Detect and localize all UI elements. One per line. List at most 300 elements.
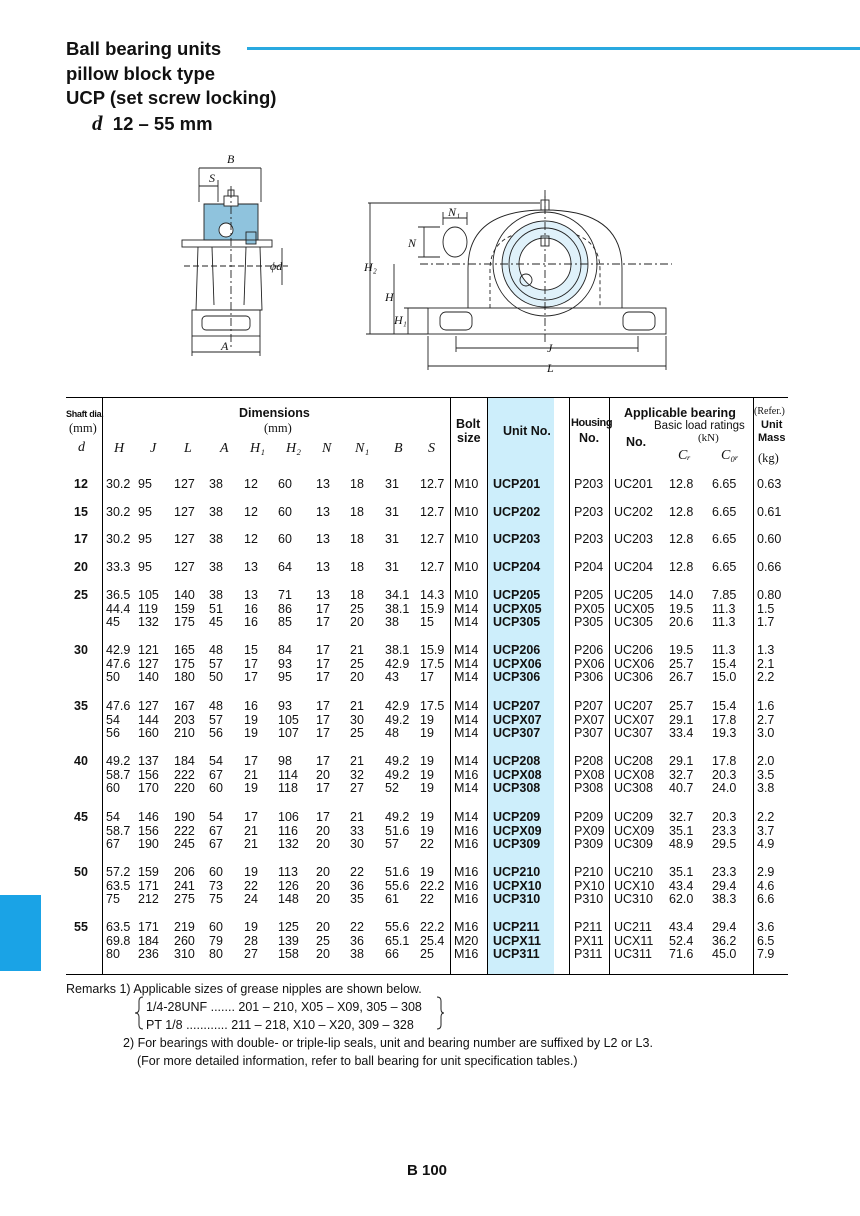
unit-cell: UCP310: [493, 892, 541, 906]
h-cell: 80: [106, 947, 120, 961]
h-cell: 58.7: [106, 823, 131, 838]
housing-cell: P210: [574, 865, 604, 879]
h-cell: 33.3: [106, 560, 131, 574]
h-cell: 44.4: [106, 601, 131, 616]
mass-cell: 0.60: [757, 532, 782, 546]
c0r-cell: 29.5: [712, 837, 737, 851]
hdr-mass: Mass: [758, 432, 786, 444]
cr-cell: 25.7: [669, 656, 694, 671]
h2-cell: 60: [278, 532, 292, 546]
b-cell: 31: [385, 477, 399, 491]
l-cell: 167: [174, 699, 195, 713]
l-cell: 180: [174, 670, 195, 684]
hdr-dimensions-mm: (mm): [264, 421, 292, 435]
a-cell: 60: [209, 920, 223, 934]
n-cell: 13: [316, 588, 330, 602]
j-cell: 156: [138, 767, 159, 782]
bolt-cell: M14: [454, 810, 479, 824]
bolt-cell: M16: [454, 767, 479, 782]
label-J: J: [547, 341, 553, 355]
l-cell: 175: [174, 615, 195, 629]
mass-cell: 1.3: [757, 643, 775, 657]
mass-cell: 2.0: [757, 754, 775, 768]
shaft-dia-cell: 40: [74, 754, 88, 768]
cr-cell: 35.1: [669, 823, 694, 838]
s-cell: 22: [420, 837, 434, 851]
cr-cell: 32.7: [669, 767, 694, 782]
a-cell: 51: [209, 601, 223, 616]
l-cell: 206: [174, 865, 195, 879]
housing-cell: P203: [574, 532, 604, 546]
no-cell: UC308: [614, 781, 653, 795]
housing-cell: PX08: [574, 767, 605, 782]
label-B: B: [227, 152, 235, 166]
label-d: ϕd: [270, 259, 283, 273]
no-cell: UC211: [614, 920, 652, 934]
label-H1: H₁: [394, 313, 407, 327]
h2-cell: 132: [278, 837, 299, 851]
h-cell: 54: [106, 712, 120, 727]
housing-cell: PX06: [574, 656, 605, 671]
no-cell: UC306: [614, 670, 653, 684]
bolt-cell: M10: [454, 505, 479, 519]
cr-cell: 20.6: [669, 615, 694, 629]
c0r-cell: 17.8: [712, 712, 737, 727]
h2-cell: 60: [278, 505, 292, 519]
c0r-cell: 20.3: [712, 810, 737, 824]
h2-cell: 84: [278, 643, 292, 657]
bolt-cell: M14: [454, 656, 479, 671]
s-cell: 17: [420, 670, 434, 684]
mass-cell: 3.6: [757, 920, 775, 934]
unit-cell: UCP306: [493, 670, 541, 684]
a-cell: 80: [209, 947, 223, 961]
cr-cell: 12.8: [669, 532, 694, 546]
c0r-cell: 17.8: [712, 754, 737, 768]
n-cell: 17: [316, 712, 330, 727]
sym-H: H: [114, 441, 125, 456]
n-cell: 17: [316, 699, 330, 713]
n-cell: 13: [316, 505, 330, 519]
b-cell: 51.6: [385, 865, 410, 879]
hdr-dimensions: Dimensions: [239, 406, 310, 420]
n-cell: 13: [316, 477, 330, 491]
h2-cell: 106: [278, 810, 299, 824]
h1-cell: 27: [244, 947, 258, 961]
bolt-cell: M14: [454, 615, 479, 629]
shaft-dia-cell: 55: [74, 920, 88, 934]
bolt-cell: M16: [454, 920, 479, 934]
h1-cell: 12: [244, 505, 258, 519]
a-cell: 38: [209, 588, 223, 602]
bolt-cell: M20: [454, 933, 479, 948]
page-number: B 100: [407, 1162, 448, 1179]
unit-cell: UCP205: [493, 588, 541, 602]
s-cell: 12.7: [420, 477, 445, 491]
n-cell: 20: [316, 947, 330, 961]
l-cell: 210: [174, 726, 195, 740]
mass-cell: 0.63: [757, 477, 782, 491]
label-L: L: [547, 361, 554, 375]
a-cell: 73: [209, 878, 223, 893]
h2-cell: 125: [278, 920, 299, 934]
h1-cell: 19: [244, 781, 258, 795]
b-cell: 34.1: [385, 588, 410, 602]
n1-cell: 21: [350, 699, 364, 713]
n-cell: 20: [316, 878, 330, 893]
unit-cell: UCPX10: [493, 878, 542, 893]
unit-cell: UCP208: [493, 754, 541, 768]
unit-cell: UCP308: [493, 781, 541, 795]
l-cell: 165: [174, 643, 195, 657]
no-cell: UCX09: [614, 823, 655, 838]
h-cell: 49.2: [106, 754, 131, 768]
mass-cell: 3.5: [757, 767, 775, 782]
s-cell: 15: [420, 615, 434, 629]
cr-cell: 40.7: [669, 781, 694, 795]
c0r-cell: 6.65: [712, 560, 737, 574]
h1-cell: 19: [244, 712, 258, 727]
unit-cell: UCPX06: [493, 656, 542, 671]
no-cell: UC201: [614, 477, 653, 491]
mass-cell: 6.5: [757, 933, 775, 948]
h-cell: 47.6: [106, 699, 131, 713]
a-cell: 57: [209, 656, 223, 671]
hdr-applicable-bearing: Applicable bearing: [624, 406, 736, 420]
unit-cell: UCP309: [493, 837, 541, 851]
n-cell: 17: [316, 615, 330, 629]
l-cell: 159: [174, 601, 195, 616]
h2-cell: 93: [278, 699, 292, 713]
h-cell: 63.5: [106, 920, 131, 934]
n-cell: 20: [316, 837, 330, 851]
hdr-kn: (kN): [698, 432, 719, 444]
sym-kg: (kg): [758, 451, 779, 465]
s-cell: 17.5: [420, 656, 445, 671]
c0r-cell: 7.85: [712, 588, 737, 602]
sym-L: L: [184, 441, 192, 456]
s-cell: 19: [420, 712, 434, 727]
remark-1: Remarks 1) Applicable sizes of grease nipples are shown below.: [66, 982, 422, 996]
housing-cell: P206: [574, 643, 604, 657]
sym-N1: N₁: [355, 441, 370, 456]
s-cell: 12.7: [420, 560, 445, 574]
h1-cell: 22: [244, 878, 258, 893]
h1-cell: 21: [244, 837, 258, 851]
h1-cell: 24: [244, 892, 258, 906]
h-cell: 67: [106, 837, 120, 851]
c0r-cell: 29.4: [712, 878, 737, 893]
l-cell: 310: [174, 947, 195, 961]
n1-cell: 33: [350, 823, 364, 838]
remark-nipple-2: PT 1/8 ............ 211 – 218, X10 – X20, 309 – 328: [146, 1018, 414, 1032]
cr-cell: 25.7: [669, 699, 694, 713]
h2-cell: 148: [278, 892, 299, 906]
no-cell: UC206: [614, 643, 653, 657]
label-S: S: [209, 171, 215, 185]
mass-cell: 2.7: [757, 712, 775, 727]
housing-cell: P208: [574, 754, 604, 768]
shaft-dia-cell: 45: [74, 810, 88, 824]
front-view-drawing: [366, 190, 672, 370]
j-cell: 127: [138, 656, 159, 671]
no-cell: UCX07: [614, 712, 655, 727]
b-cell: 66: [385, 947, 399, 961]
j-cell: 95: [138, 532, 152, 546]
cr-cell: 35.1: [669, 865, 694, 879]
cr-cell: 29.1: [669, 712, 694, 727]
cr-cell: 12.8: [669, 505, 694, 519]
n1-cell: 38: [350, 947, 364, 961]
bolt-cell: M14: [454, 601, 479, 616]
mass-cell: 1.5: [757, 601, 775, 616]
h-cell: 60: [106, 781, 120, 795]
s-cell: 19: [420, 726, 434, 740]
h2-cell: 71: [278, 588, 292, 602]
n1-cell: 30: [350, 712, 364, 727]
a-cell: 56: [209, 726, 223, 740]
no-cell: UC209: [614, 810, 653, 824]
cr-cell: 33.4: [669, 726, 694, 740]
n-cell: 17: [316, 754, 330, 768]
h-cell: 56: [106, 726, 120, 740]
no-cell: UC307: [614, 726, 653, 740]
cr-cell: 19.5: [669, 601, 694, 616]
c0r-cell: 45.0: [712, 947, 737, 961]
c0r-cell: 11.3: [712, 601, 736, 616]
n-cell: 17: [316, 643, 330, 657]
mass-cell: 2.2: [757, 670, 775, 684]
n-cell: 20: [316, 892, 330, 906]
sym-J: J: [150, 441, 157, 456]
sym-d: d: [78, 440, 85, 455]
unit-cell: UCP211: [493, 920, 540, 934]
n1-cell: 25: [350, 656, 364, 671]
j-cell: 236: [138, 947, 159, 961]
s-cell: 12.7: [420, 505, 445, 519]
hdr-shaft-dia: Shaft dia.: [66, 409, 104, 419]
a-cell: 60: [209, 865, 223, 879]
hdr-unit-no: Unit No.: [503, 424, 551, 438]
unit-cell: UCP207: [493, 699, 541, 713]
n-cell: 20: [316, 767, 330, 782]
shaft-dia-cell: 25: [74, 588, 88, 602]
h1-cell: 12: [244, 532, 258, 546]
b-cell: 51.6: [385, 823, 410, 838]
housing-cell: PX05: [574, 601, 605, 616]
c0r-cell: 6.65: [712, 532, 737, 546]
title-line-1: Ball bearing units: [66, 38, 222, 59]
cr-cell: 48.9: [669, 837, 694, 851]
section-tab: [0, 895, 41, 971]
s-cell: 19: [420, 781, 434, 795]
mass-cell: 0.66: [757, 560, 782, 574]
mass-cell: 2.2: [757, 810, 775, 824]
mass-cell: 1.6: [757, 699, 775, 713]
b-cell: 55.6: [385, 920, 410, 934]
h1-cell: 17: [244, 754, 258, 768]
j-cell: 95: [138, 560, 152, 574]
b-cell: 61: [385, 892, 399, 906]
unit-cell: UCPX11: [493, 933, 541, 948]
h2-cell: 126: [278, 878, 299, 893]
no-cell: UC309: [614, 837, 653, 851]
no-cell: UC204: [614, 560, 653, 574]
no-cell: UC203: [614, 532, 653, 546]
bolt-cell: M14: [454, 643, 479, 657]
n1-cell: 35: [350, 892, 364, 906]
h2-cell: 93: [278, 656, 292, 671]
n1-cell: 25: [350, 726, 364, 740]
j-cell: 159: [138, 865, 159, 879]
n-cell: 17: [316, 781, 330, 795]
b-cell: 52: [385, 781, 399, 795]
l-cell: 127: [174, 477, 195, 491]
c0r-cell: 19.3: [712, 726, 737, 740]
s-cell: 19: [420, 754, 434, 768]
h2-cell: 107: [278, 726, 299, 740]
no-cell: UC205: [614, 588, 653, 602]
h1-cell: 21: [244, 823, 258, 838]
cr-cell: 29.1: [669, 754, 694, 768]
l-cell: 140: [174, 588, 195, 602]
n1-cell: 25: [350, 601, 364, 616]
housing-cell: P307: [574, 726, 604, 740]
h2-cell: 105: [278, 712, 299, 727]
bolt-cell: M10: [454, 588, 479, 602]
j-cell: 156: [138, 823, 159, 838]
l-cell: 241: [174, 878, 195, 893]
n1-cell: 30: [350, 837, 364, 851]
shaft-dia-cell: 15: [74, 505, 88, 519]
d-symbol: d: [92, 110, 103, 135]
h2-cell: 64: [278, 560, 292, 574]
remark-bracket: [133, 996, 445, 1030]
h1-cell: 28: [244, 933, 258, 948]
h-cell: 69.8: [106, 933, 131, 948]
no-cell: UC311: [614, 947, 652, 961]
c0r-cell: 23.3: [712, 865, 737, 879]
a-cell: 38: [209, 532, 223, 546]
l-cell: 127: [174, 505, 195, 519]
h2-cell: 60: [278, 477, 292, 491]
unit-cell: UCPX07: [493, 712, 542, 727]
j-cell: 212: [138, 892, 159, 906]
h-cell: 47.6: [106, 656, 131, 671]
mass-cell: 1.7: [757, 615, 775, 629]
n1-cell: 32: [350, 767, 364, 782]
c0r-cell: 29.4: [712, 920, 737, 934]
cr-cell: 26.7: [669, 670, 694, 684]
unit-cell: UCPX08: [493, 767, 542, 782]
h2-cell: 85: [278, 615, 292, 629]
b-cell: 49.2: [385, 754, 410, 768]
housing-cell: PX09: [574, 823, 605, 838]
unit-cell: UCP305: [493, 615, 541, 629]
b-cell: 38: [385, 615, 399, 629]
remark-2-note: (For more detailed information, refer to ball bearing for unit specification tables.): [137, 1054, 578, 1068]
n1-cell: 20: [350, 615, 364, 629]
mass-cell: 7.9: [757, 947, 775, 961]
unit-cell: UCP202: [493, 505, 541, 519]
s-cell: 22.2: [420, 878, 445, 893]
h2-cell: 118: [278, 781, 298, 795]
l-cell: 127: [174, 532, 195, 546]
c0r-cell: 24.0: [712, 781, 737, 795]
bolt-cell: M14: [454, 670, 479, 684]
b-cell: 49.2: [385, 810, 410, 824]
b-cell: 31: [385, 505, 399, 519]
bolt-cell: M16: [454, 892, 479, 906]
mass-cell: 0.61: [757, 505, 782, 519]
n1-cell: 22: [350, 920, 364, 934]
bolt-cell: M14: [454, 712, 479, 727]
n1-cell: 27: [350, 781, 364, 795]
j-cell: 140: [138, 670, 159, 684]
s-cell: 12.7: [420, 532, 445, 546]
b-cell: 49.2: [385, 767, 410, 782]
n1-cell: 20: [350, 670, 364, 684]
label-H: H: [385, 290, 394, 304]
a-cell: 67: [209, 767, 223, 782]
n1-cell: 21: [350, 643, 364, 657]
a-cell: 38: [209, 560, 223, 574]
table-bottom-rule: [66, 974, 788, 975]
h1-cell: 13: [244, 588, 258, 602]
a-cell: 54: [209, 754, 223, 768]
l-cell: 184: [174, 754, 195, 768]
sym-H2: H₂: [286, 441, 301, 456]
n1-cell: 18: [350, 532, 364, 546]
s-cell: 25: [420, 947, 434, 961]
h-cell: 45: [106, 615, 120, 629]
shaft-dia-cell: 30: [74, 643, 88, 657]
label-N: N: [408, 236, 417, 250]
cr-cell: 52.4: [669, 933, 694, 948]
sym-N: N: [322, 441, 332, 456]
housing-cell: P209: [574, 810, 604, 824]
l-cell: 190: [174, 810, 195, 824]
s-cell: 15.9: [420, 601, 445, 616]
s-cell: 17.5: [420, 699, 445, 713]
sym-H1: H₁: [250, 441, 265, 456]
h1-cell: 15: [244, 643, 258, 657]
s-cell: 22: [420, 892, 434, 906]
sym-B: B: [394, 441, 403, 456]
housing-cell: P203: [574, 477, 604, 491]
s-cell: 19: [420, 823, 434, 838]
h2-cell: 113: [278, 865, 298, 879]
mass-cell: 2.1: [757, 656, 775, 671]
hdr-refer: (Refer.): [754, 406, 785, 417]
shaft-dia-cell: 20: [74, 560, 88, 574]
hdr-bolt: Bolt: [456, 417, 481, 431]
n1-cell: 21: [350, 810, 364, 824]
j-cell: 132: [138, 615, 159, 629]
a-cell: 38: [209, 477, 223, 491]
unit-cell: UCP209: [493, 810, 541, 824]
h1-cell: 17: [244, 810, 258, 824]
no-cell: UC310: [614, 892, 653, 906]
label-N1: N₁: [448, 205, 461, 219]
cr-cell: 62.0: [669, 892, 694, 906]
bolt-cell: M14: [454, 781, 479, 795]
j-cell: 137: [138, 754, 159, 768]
h2-cell: 114: [278, 767, 298, 782]
d-range-value: 12 – 55 mm: [112, 112, 213, 134]
shaft-dia-cell: 12: [74, 477, 88, 491]
sym-A: A: [220, 441, 229, 456]
